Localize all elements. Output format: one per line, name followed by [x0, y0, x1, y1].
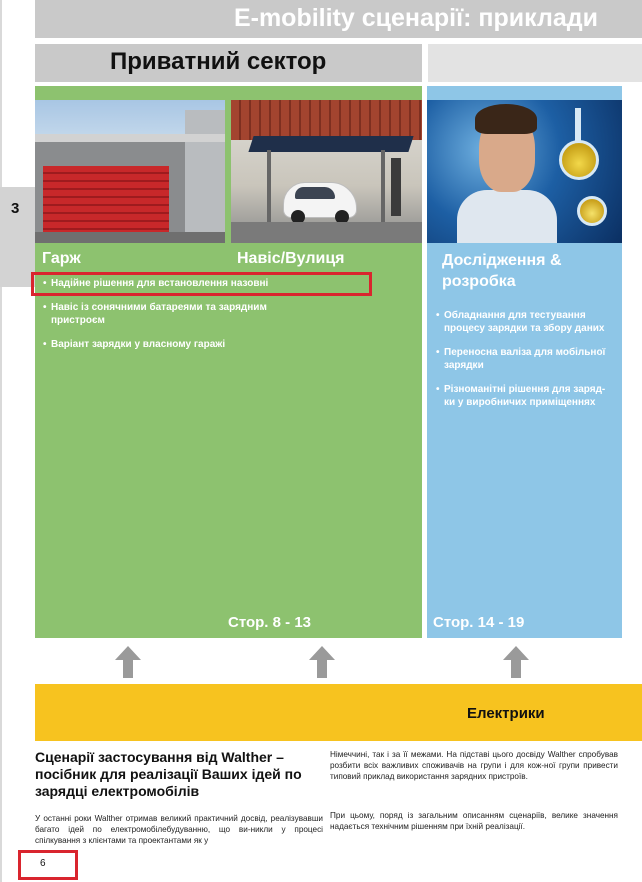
page-edge-line — [0, 0, 2, 882]
carport-roof-tiles — [231, 100, 422, 140]
list-item: • Варіант зарядки у власному гаражі — [43, 338, 303, 351]
article-paragraph: При цьому, поряд із загальним описанням сценаріїв, велике значення надається технічним рішенням при їхній реалізації. — [330, 811, 618, 831]
carport-photo — [231, 100, 422, 243]
carport-canopy — [248, 136, 413, 152]
glass-tube — [575, 108, 581, 144]
garage-heading: Гарж — [42, 250, 81, 267]
list-item: • Навіс із сонячними батареями та зарядним пристроєм — [43, 301, 303, 327]
list-item: • Надійне рішення для встановлення назовні — [43, 277, 303, 290]
electricians-label: Електрики — [467, 705, 545, 722]
electricians-bar — [35, 684, 642, 741]
page-number: 6 — [40, 858, 46, 869]
garage-photo — [35, 100, 225, 243]
carport-ground — [231, 222, 422, 243]
page-ref-research: Стор. 14 - 19 — [433, 614, 525, 631]
lab-photo — [427, 100, 622, 243]
highlight-box — [31, 272, 372, 296]
article-paragraph: Німеччині, так і за її межами. На підставі цього досвіду Walther спробував розбити всіх важливих споживачів на групи і для кож-ної групи привести типовий приклад використання зарядних пристроїв. — [330, 750, 618, 781]
section-bar-right — [428, 44, 642, 82]
lab-coat — [457, 190, 557, 243]
article-title: Сценарії застосування від Walther – посібник для реалізації Ваших ідей по зарядці електромобілів — [35, 749, 302, 799]
arrow-up-icon — [115, 646, 141, 678]
article-paragraph: У останні роки Walther отримав великий практичний досвід, реалізувавши багато ідей по електромобілебудуванню, що ви-никли у процесі спілкування з клієнтами та проектантами як у — [35, 814, 323, 845]
list-item: • Обладнання для тестування процесу зарядки та збору даних — [436, 309, 616, 335]
carport-heading: Навіс/Вулиця — [237, 250, 345, 267]
flask-icon — [577, 196, 607, 226]
section-title: Приватний сектор — [110, 48, 327, 75]
page-title: E-mobility сценарії: приклади — [233, 4, 598, 32]
arrow-up-icon — [503, 646, 529, 678]
list-item: • Переносна валіза для мобільної зарядки — [436, 346, 616, 372]
page-ref-private: Стор. 8 - 13 — [228, 614, 311, 631]
research-list — [436, 309, 616, 420]
charging-station — [391, 158, 401, 216]
garage-roof — [35, 134, 225, 142]
garage-side-wall — [185, 110, 225, 243]
page-number-highlight — [18, 850, 78, 880]
arrow-up-icon — [309, 646, 335, 678]
flask-icon — [559, 140, 599, 180]
chapter-number: 3 — [11, 200, 20, 217]
research-heading: Дослідження & розробка — [442, 252, 562, 290]
researcher-hair — [475, 104, 537, 134]
list-item: • Різноманітні рішення для заряд-ки у виробничих приміщеннях — [436, 383, 616, 409]
car-window — [295, 187, 335, 199]
garage-ground — [35, 232, 225, 243]
